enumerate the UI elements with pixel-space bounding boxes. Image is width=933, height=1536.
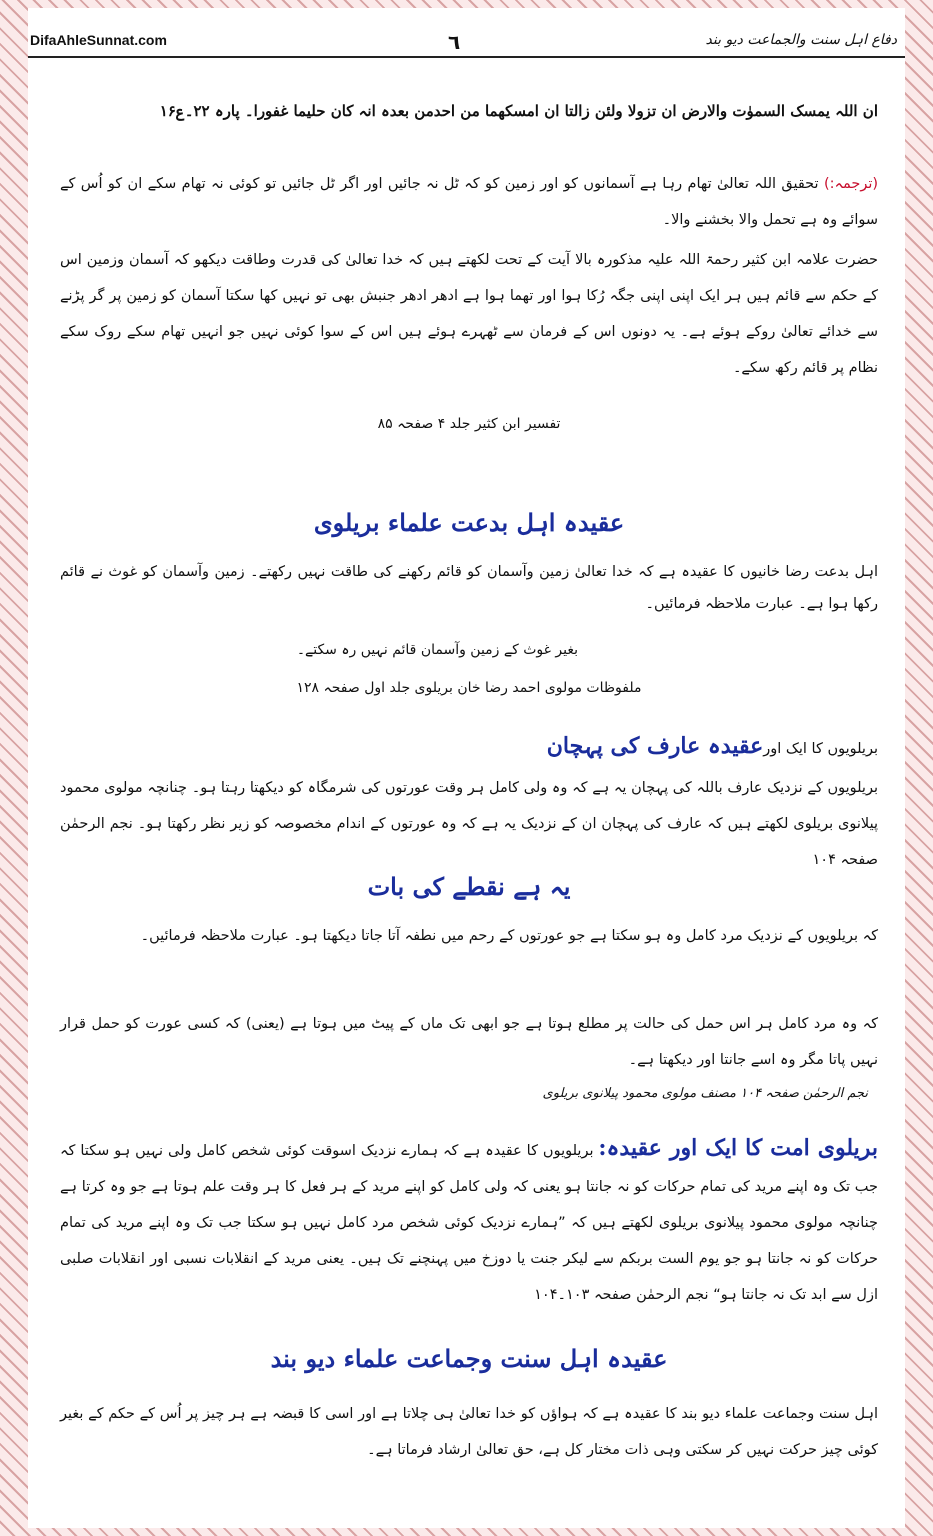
page-number: ٦ — [448, 30, 461, 54]
section3-paragraph: کہ بریلویوں کے نزدیک مرد کامل وہ ہو سکتا ہے جو عورتوں کے رحم میں نطفہ آتا جاتا دیکھتا ہو۔ عبارت ملاحظہ فرمائیں۔ — [140, 928, 878, 944]
verse-reference: پارہ ۲۲۔ع۱۶ — [159, 102, 240, 120]
page-header — [28, 8, 905, 58]
section4-text: بریلویوں کا عقیدہ ہے کہ ہمارے نزدیک اسوقت کوئی شخص کامل ولی نہیں ہو سکتا کہ جب تک وہ اپنے مرید کی تمام حرکات کو نہ جانتا ہو یعنی کہ ولی کامل کو اپنے مرید کے ہر فعل کا ہر وقت علم ہوتا ہے جو وہ کرتا ہے چنانچہ مولوی محمود پیلانوی بریلوی لکھتے ہیں کہ ”ہمارے نزدیک کوئی شخص مرد کامل نہیں ہو سکتا جب تک وہ اپنے مرید کی تمام حرکات کو نہ جانتا ہو جو یوم الست بربکم سے لیکر جنت یا دوزخ میں پہنچنے تک ہیں۔ یعنی مرید کے انقلابات نسبی اور انقلابات صلبی ازل سے ابد تک نہ جانتا ہو“ نجم الرحمٰن صفحہ ۱۰۳۔۱۰۴ — [60, 1143, 878, 1303]
translation-label: (ترجمہ:) — [823, 176, 879, 192]
section-heading-deobandi-belief: عقیدہ اہل سنت وجماعت علماء دیو بند — [270, 1344, 668, 1373]
section2-heading-line — [60, 728, 878, 767]
commentary-reference: تفسیر ابن کثیر جلد ۴ صفحہ ۸۵ — [377, 416, 561, 432]
quran-verse — [60, 100, 878, 122]
section-heading-arif: عقیدہ عارف کی پہچان — [546, 733, 764, 759]
section1-reference: ملفوظات مولوی احمد رضا خان بریلوی جلد اول صفحہ ۱۲۸ — [296, 680, 642, 696]
section2-intro: بریلویوں کا ایک اور — [763, 741, 878, 757]
section2-paragraph: بریلویوں کے نزدیک عارف باللہ کی پہچان یہ ہے کہ وہ ولی کامل ہر وقت عورتوں کی شرمگاہ کو دیکھتا رہتا ہو۔ چنانچہ مولوی محمود پیلانوی بریلوی لکھتے ہیں کہ عارف کی پہچان ان کے نزدیک یہ ہے کہ وہ عورتوں کے اندام مخصوصہ کو زیر نظر رکھتا ہو۔ نجم الرحمٰن صفحہ ۱۰۴ — [60, 780, 878, 868]
commentary-paragraph: حضرت علامہ ابن کثیر رحمۃ اللہ علیہ مذکورہ بالا آیت کے تحت لکھتے ہیں کہ خدا تعالیٰ کی قدرت وطاقت دیکھو کہ آسمان وزمین اس کے حکم سے قائم ہیں ہر ایک اپنی اپنی جگہ رُکا ہوا اور تھما ہوا ہے ادھر ادھر جنبش بھی تو نہیں کھا سکتا آسمان کو زمین پر گر پڑنے سے خدائے تعالیٰ روکے ہوئے ہے۔ یہ دونوں اس کے فرمان سے ٹھہرے ہوئے ہیں اس کے سوا کوئی نہیں جو انہیں تھام سکے روک سکے نظام پر قائم رکھ سکے۔ — [60, 252, 878, 376]
translation-text: تحقیق اللہ تعالیٰ تھام رہا ہے آسمانوں کو اور زمین کو کہ ٹل نہ جائیں اور اگر ٹل جائیں تو کوئی نہ تھام سکے ان کو اُس کے سوائے وہ ہے تحمل والا بخشنے والا۔ — [60, 176, 878, 228]
section-heading-another-belief: بریلوی امت کا ایک اور عقیدہ: — [598, 1135, 878, 1161]
section3-quote: کہ وہ مرد کامل ہر اس حمل کی حالت پر مطلع ہوتا ہے جو ابھی تک ماں کے پیٹ میں ہوتا ہے (یعنی) کہ کسی عورت کو حمل قرار نہیں پاتا مگر وہ اسے جانتا اور دیکھتا ہے۔ — [60, 1016, 878, 1068]
section4-paragraph — [60, 1130, 878, 1313]
section-heading-barelvi-belief: عقیدہ اہل بدعت علماء بریلوی — [313, 508, 625, 537]
section1-paragraph: اہل بدعت رضا خانیوں کا عقیدہ ہے کہ خدا تعالیٰ زمین وآسمان کو قائم رکھنے کی طاقت نہیں رکھتے۔ زمین وآسمان کو غوث نے قائم رکھا ہوا ہے۔ عبارت ملاحظہ فرمائیں۔ — [60, 564, 878, 612]
site-name: DifaAhleSunnat.com — [30, 32, 167, 48]
verse-text: ان اللہ یمسک السموٰت والارض ان تزولا ولئن زالتا ان امسکھما من احدمن بعدہ انہ کان حلیما غفورا۔ — [244, 102, 878, 120]
section5-paragraph: اہل سنت وجماعت علماء دیو بند کا عقیدہ ہے کہ ہواؤں کو خدا تعالیٰ ہی چلاتا ہے اور اسی کا قبضہ ہے ہر چیز پر اُس کے حکم کے بغیر کوئی چیز حرکت نہیں کر سکتی وہی ذات مختار کل ہے، حق تعالیٰ ارشاد فرماتا ہے۔ — [60, 1406, 878, 1458]
document-page — [28, 8, 905, 1528]
section-heading-point: یہ ہے نقطے کی بات — [367, 872, 571, 901]
book-title: دفاع اہل سنت والجماعت دیو بند — [705, 32, 897, 48]
section3-reference: نجم الرحمٰن صفحہ ۱۰۴ مصنف مولوی محمود پیلانوی بریلوی — [542, 1086, 868, 1101]
section1-quote: بغیر غوث کے زمین وآسمان قائم نہیں رہ سکتے۔ — [296, 642, 578, 658]
translation-paragraph — [60, 166, 878, 238]
